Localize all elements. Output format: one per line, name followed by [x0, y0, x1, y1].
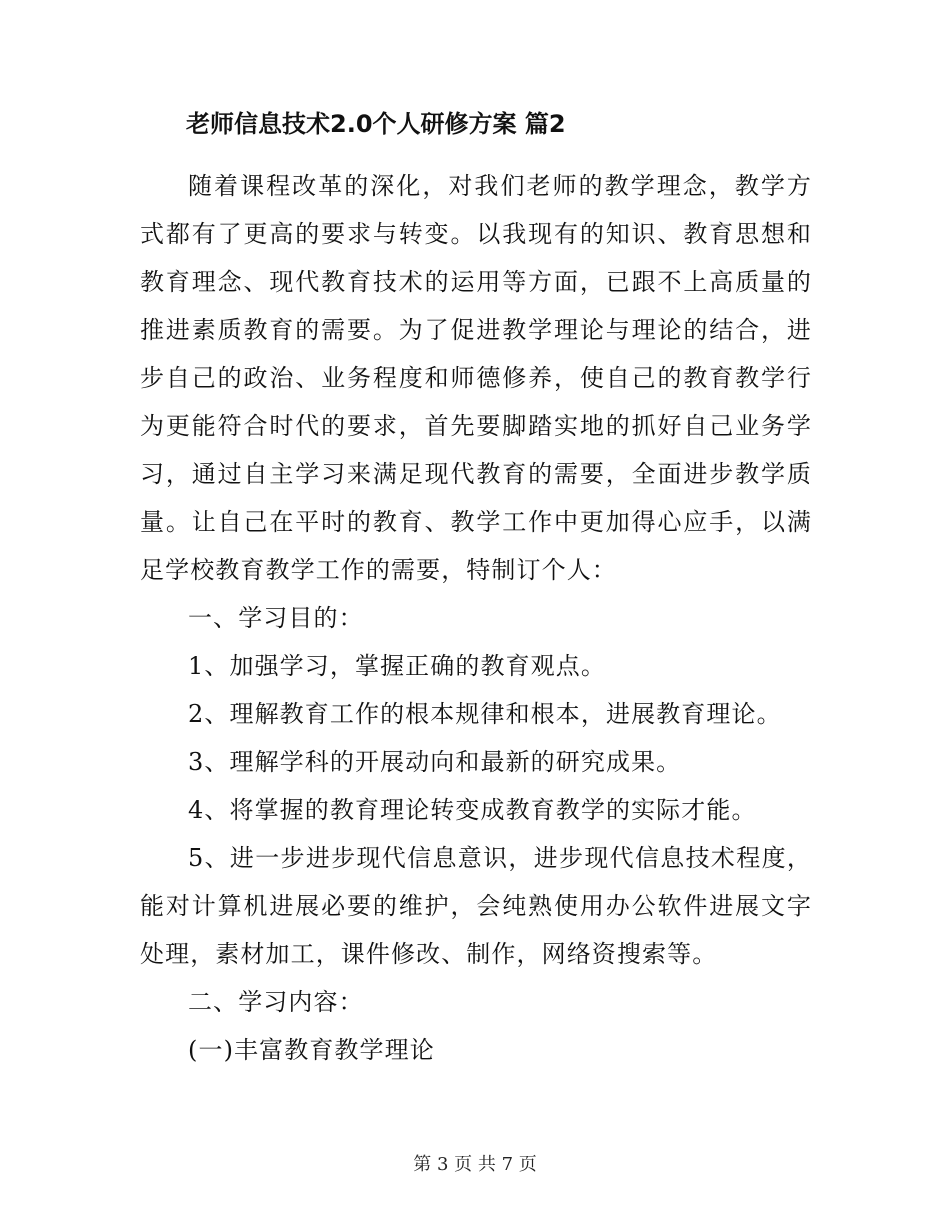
- list-item-goal-2: 2、理解教育工作的根本规律和根本，进展教育理论。: [188, 700, 782, 728]
- list-item-goal-4: 4、将掌握的教育理论转变成教育教学的实际才能。: [188, 796, 757, 824]
- list-item-goal-3: 3、理解学科的开展动向和最新的研究成果。: [188, 748, 682, 776]
- section-heading-goals: 一、学习目的：: [188, 604, 364, 632]
- document-heading: 老师信息技术2.0个人研修方案 篇2: [186, 110, 566, 138]
- list-item-goal-5: 5、进一步进步现代信息意识，进步现代信息技术程度，能对计算机进展必要的维护，会纯熟使用办公软件进展文字处理，素材加工，课件修改、制作，网络资搜索等。: [140, 844, 812, 968]
- page-number-footer: 第 3 页 共 7 页: [413, 1154, 537, 1175]
- paragraph-intro: 随着课程改革的深化，对我们老师的教学理念，教学方式都有了更高的要求与转变。以我现有的知识、教育思想和教育理念、现代教育技术的运用等方面，已跟不上高质量的推进素质教育的需要。为了促进教学理论与理论的结合，进步自己的政治、业务程度和师德修养，使自己的教育教学行为更能符合时代的要求，首先要脚踏实地的抓好自己业务学习，通过自主学习来满足现代教育的需要，全面进步教学质量。让自己在平时的教育、教学工作中更加得心应手，以满足学校教育教学工作的需要，特制订个人：: [140, 172, 812, 584]
- list-item-goal-1: 1、加强学习，掌握正确的教育观点。: [188, 652, 606, 680]
- document-body: [140, 162, 812, 1074]
- section-heading-content: 二、学习内容：: [188, 988, 364, 1016]
- subsection-heading-theory: (一)丰富教育教学理论: [188, 1036, 435, 1064]
